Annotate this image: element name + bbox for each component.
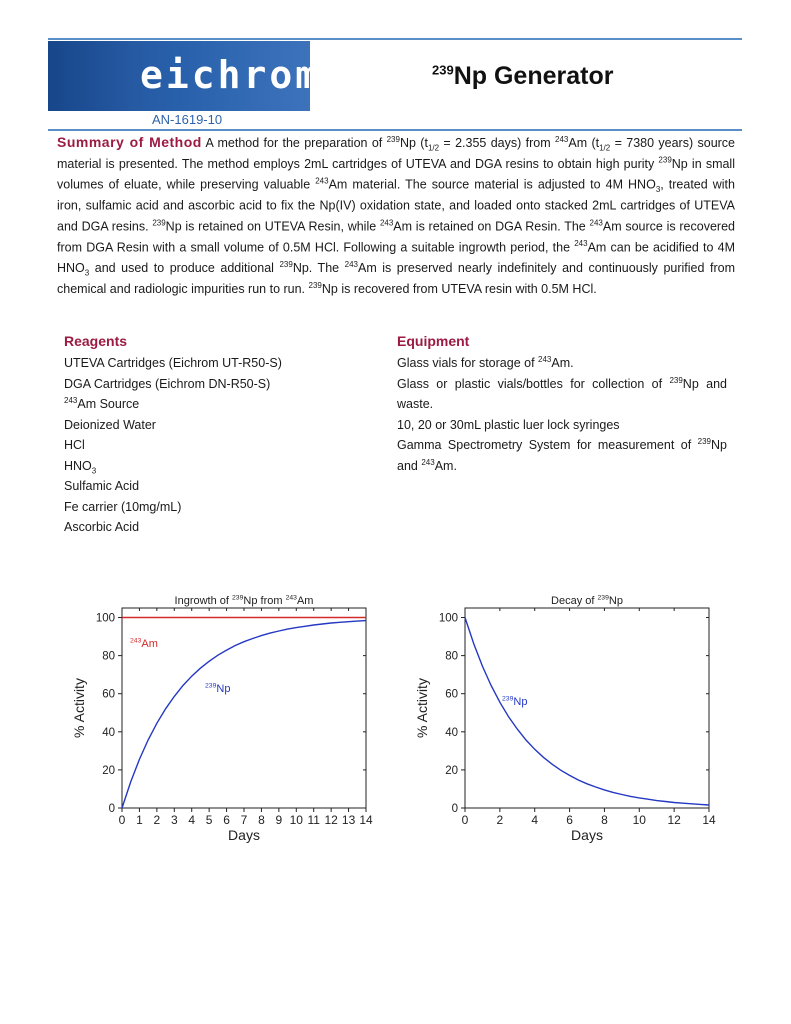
ingrowth-chart — [60, 585, 380, 850]
isotope-mass-number: 243 — [315, 176, 329, 186]
x-tick-label: 14 — [359, 813, 373, 827]
equipment-item: Gamma Spectrometry System for measurement of $^{239}$Np and $^{243}$Am. — [397, 436, 727, 473]
chart-title: Decay of $^{239}$Np — [551, 594, 623, 607]
summary-text: Np. The — [292, 261, 345, 276]
y-tick-label: 40 — [102, 726, 115, 739]
x-tick-label: 14 — [702, 813, 716, 827]
summary-body — [57, 133, 736, 297]
summary-text: Am is preserved nearly indefinitely and continuously purified from chemical and radiologic impurities run to run. — [57, 261, 735, 297]
x-tick-label: 6 — [566, 813, 573, 827]
reagent-item: Fe carrier (10mg/mL) — [64, 499, 182, 514]
x-tick-label: 3 — [170, 813, 178, 827]
subscript: 3 — [655, 185, 661, 195]
reagent-item: $^{243}$Am Source — [64, 395, 140, 411]
x-tick-label: 4 — [531, 813, 539, 827]
isotope-mass-number: 239 — [386, 134, 400, 144]
x-tick-label: 7 — [240, 813, 248, 827]
x-tick-label: 2 — [153, 813, 161, 827]
reagents-list — [64, 353, 282, 538]
y-tick-label: 100 — [95, 612, 115, 625]
x-tick-label: 10 — [289, 813, 303, 827]
x-tick-label: 13 — [341, 813, 356, 827]
summary-text: Am material. The source material is adjusted to 4M HNO — [328, 177, 656, 192]
x-tick-label: 5 — [205, 813, 213, 827]
y-tick-label: 100 — [438, 612, 458, 625]
x-tick-label: 8 — [601, 813, 608, 827]
summary-text: Am source is recovered from DGA Resin with a small volume of 0.5M HCl. Following a suitable ingrowth period, the — [57, 219, 735, 255]
logo-wordmark: eichrom® — [140, 53, 326, 97]
equipment-item: Glass or plastic vials/bottles for collection of $^{239}$Np and waste. — [397, 375, 727, 411]
equipment-item: Glass vials for storage of $^{243}$Am. — [397, 354, 574, 370]
x-tick-label: 4 — [188, 813, 196, 827]
series-label-np: $^{239}$Np — [205, 682, 231, 695]
chart-title: Ingrowth of $^{239}$Np from $^{243}$Am — [174, 594, 314, 607]
isotope-mass-number: 243 — [555, 134, 569, 144]
summary-text: Np (t — [399, 135, 428, 150]
equipment-list — [397, 353, 727, 476]
reagent-item: $HNO_3$ — [64, 458, 97, 475]
summary-text: Am can be acidified to 4M HNO — [57, 240, 735, 276]
eichrom-logo — [48, 41, 326, 111]
reagent-item: HCl — [64, 438, 85, 452]
isotope-mass-number: 243 — [344, 260, 358, 270]
page-title: $^{239}$Np Generator — [432, 62, 614, 90]
reagent-item: Sulfamic Acid — [64, 479, 140, 493]
logo-accent-block — [48, 41, 128, 111]
series-label-np: $^{239}$Np — [502, 695, 528, 708]
isotope-mass-number: 243 — [574, 239, 588, 249]
series-label-am: $^{243}$Am — [130, 637, 158, 650]
summary-text: Np is retained on UTEVA Resin, while — [165, 219, 380, 234]
y-tick-label: 80 — [445, 650, 458, 663]
x-tick-label: 0 — [461, 813, 469, 827]
x-axis-label: Days — [571, 827, 603, 843]
series-line-np — [122, 621, 366, 808]
isotope-mass-number: 239 — [308, 280, 322, 290]
reagents-heading: Reagents — [64, 333, 128, 349]
subscript: 1/2 — [599, 143, 611, 153]
summary-text: and used to produce additional — [89, 261, 280, 276]
y-tick-label: 0 — [108, 803, 115, 815]
summary-text: Am is retained on DGA Resin. The — [393, 219, 590, 234]
summary-text: = 7380 years) source material is presented. The method employs 2mL cartridges of UTEVA and DGA resins to obtain high purity — [57, 135, 736, 171]
plot-frame — [465, 608, 709, 808]
x-tick-label: 9 — [275, 813, 283, 827]
header-top-rule — [48, 38, 742, 40]
reagent-item: Ascorbic Acid — [64, 520, 140, 534]
y-tick-label: 20 — [445, 764, 458, 777]
plot-frame — [122, 608, 366, 808]
x-tick-label: 12 — [667, 813, 681, 827]
reagent-item: UTEVA Cartridges (Eichrom UT-R50-S) — [64, 356, 282, 370]
summary-text: = 2.355 days) from — [439, 135, 555, 150]
x-tick-label: 6 — [223, 813, 230, 827]
x-tick-label: 8 — [258, 813, 265, 827]
reagent-item: Deionized Water — [64, 417, 156, 432]
summary-text: Am (t — [568, 135, 600, 150]
x-axis-label: Days — [228, 827, 260, 843]
equipment-heading: Equipment — [397, 333, 470, 349]
summary-of-method — [57, 132, 735, 300]
y-axis-label: % Activity — [414, 678, 430, 738]
summary-text: , treated with iron, sulfamic acid and ascorbic acid to fix the Np(IV) oxidation state, and loaded onto stacked 2mL cartridges of UTEVA and DGA resins. — [57, 177, 735, 234]
x-tick-label: 1 — [136, 813, 143, 827]
isotope-mass-number: 239 — [658, 155, 672, 165]
series-line-np — [465, 618, 709, 806]
y-tick-label: 40 — [445, 726, 458, 739]
equipment-item: 10, 20 or 30mL plastic luer lock syringes — [397, 417, 620, 432]
summary-text: Np is recovered from UTEVA resin with 0.5M HCl. — [321, 282, 597, 297]
y-axis-label: % Activity — [71, 678, 87, 738]
x-tick-label: 0 — [118, 813, 126, 827]
x-tick-label: 2 — [496, 813, 504, 827]
subscript: 1/2 — [427, 143, 440, 153]
y-tick-label: 20 — [102, 764, 115, 777]
x-tick-label: 10 — [632, 813, 646, 827]
y-tick-label: 80 — [102, 650, 115, 663]
summary-heading: Summary of Method — [57, 133, 202, 150]
application-note-number: AN-1619-10 — [152, 112, 223, 127]
x-tick-label: 11 — [307, 813, 320, 827]
isotope-mass-number: 243 — [379, 218, 394, 228]
header-bottom-rule — [48, 129, 742, 131]
isotope-mass-number: 243 — [589, 218, 603, 228]
y-tick-label: 60 — [445, 688, 458, 701]
isotope-mass-number: 239 — [279, 260, 293, 270]
reagent-item: DGA Cartridges (Eichrom DN-R50-S) — [64, 376, 271, 391]
isotope-mass-number: 239 — [152, 218, 166, 228]
subscript: 3 — [84, 268, 90, 278]
y-tick-label: 0 — [451, 803, 458, 815]
summary-text: Np in small volumes of eluate, while preserving valuable — [57, 156, 735, 192]
x-tick-label: 12 — [324, 813, 338, 827]
summary-text: A method for the preparation of — [201, 135, 387, 150]
decay-chart — [405, 585, 725, 850]
y-tick-label: 60 — [102, 688, 115, 701]
